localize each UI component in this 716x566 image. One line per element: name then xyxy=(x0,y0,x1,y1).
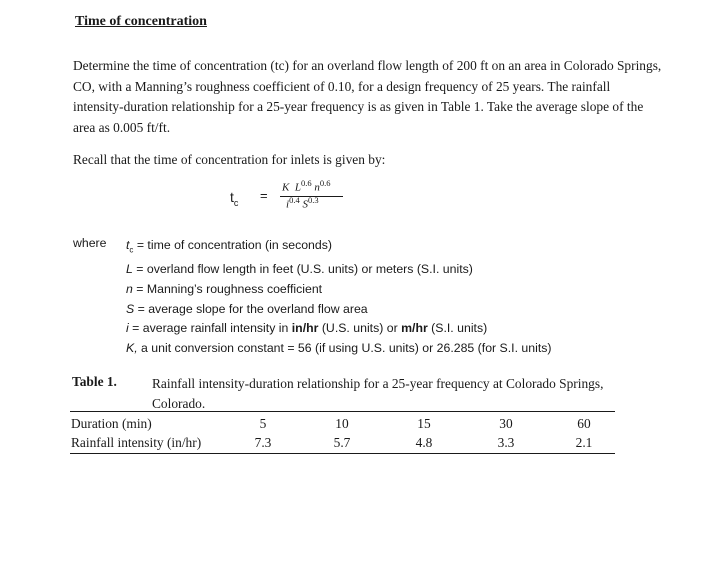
recall-text: Recall that the time of concentration for inlets is given by: xyxy=(73,152,386,167)
table-cell: 4.8 xyxy=(415,435,433,450)
definition-n: n = Manning’s roughness coefficient xyxy=(126,281,323,296)
row-label-intensity: Rainfall intensity (in/hr) xyxy=(71,435,202,450)
formula-equals: = xyxy=(260,188,268,203)
table-cell: 60 xyxy=(577,416,591,431)
variable-definitions xyxy=(126,236,552,359)
table-cell: 7.3 xyxy=(254,435,272,450)
definition-i: i = average rainfall intensity in in/hr (U.S. units) or m/hr (S.I. units) xyxy=(126,321,488,336)
table-label: Table 1. xyxy=(72,374,117,389)
table-cell: 5 xyxy=(259,416,267,431)
definition-k: K, a unit conversion constant = 56 (if using U.S. units) or 26.285 (for S.I. units) xyxy=(126,340,552,355)
where-label: where xyxy=(73,236,107,250)
table-cell: 30 xyxy=(499,416,513,431)
definition-tc: $t_c$ = time of concentration (in seconds) xyxy=(126,238,332,255)
definition-s: S = average slope for the overland flow area xyxy=(126,301,368,316)
table-cell: 5.7 xyxy=(333,435,351,450)
row-label-duration: Duration (min) xyxy=(71,416,152,431)
problem-statement: Determine the time of concentration (tc) for an overland flow length of 200 ft on an area in Colorado Springs, CO, with a Manning’s roughness coefficient of 0.10, for a design frequency of 25 years. The rainfall intensity-duration relationship for a 25-year frequency is as given in Table 1. Take the average slope of the area as 0.005 ft/ft. xyxy=(73,58,662,135)
table-cell: 2.1 xyxy=(575,435,593,450)
table-cell: 10 xyxy=(335,416,349,431)
table-bottom-rule xyxy=(70,453,615,454)
table-cell: 3.3 xyxy=(497,435,515,450)
definition-l: L = overland flow length in feet (U.S. units) or meters (S.I. units) xyxy=(126,262,473,277)
table-top-rule xyxy=(70,411,615,412)
section-title: Time of concentration xyxy=(75,14,207,29)
table-cell: 15 xyxy=(417,416,431,431)
formula-denominator: $i^{0.4}$ $S^{0.3}$ xyxy=(286,195,319,211)
formula-numerator: K $L^{0.6}$ $n^{0.6}$ xyxy=(282,178,331,194)
formula-lhs: $t_c$ xyxy=(230,189,239,208)
table-caption: Rainfall intensity-duration relationship for a 25-year frequency at Colorado Springs, Colorado. xyxy=(152,376,604,411)
